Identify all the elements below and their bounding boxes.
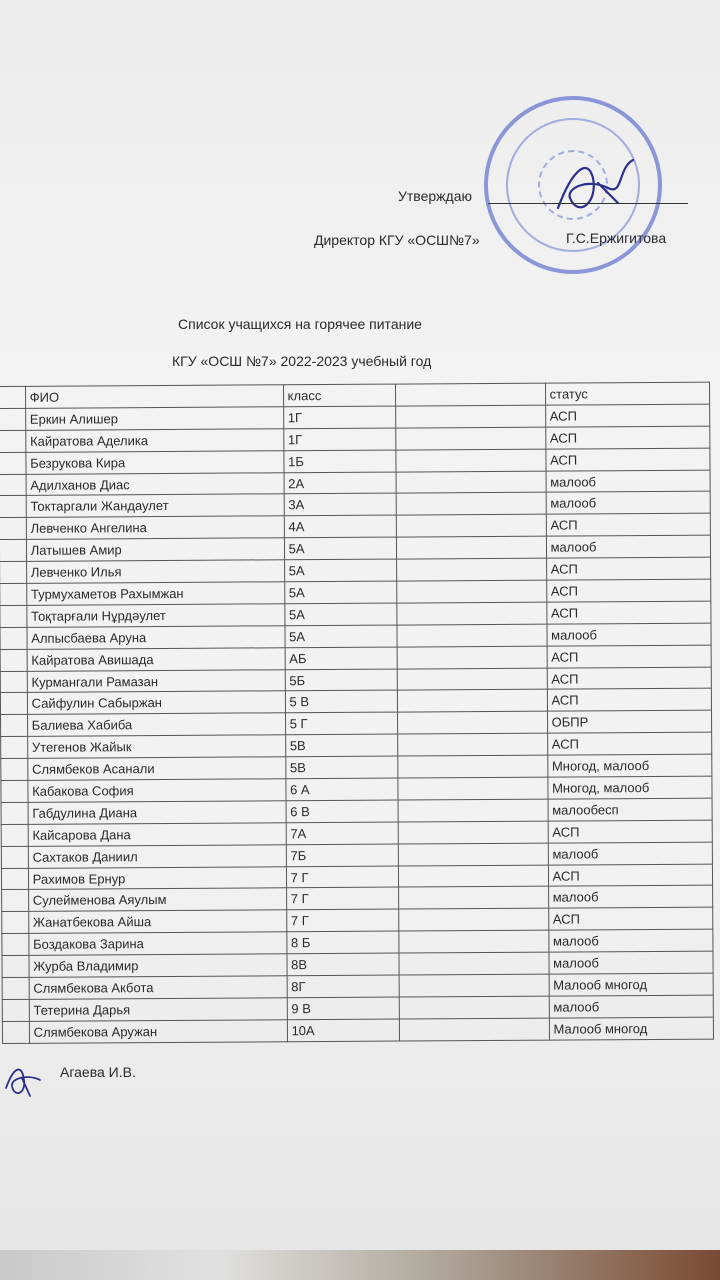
- cell-index: [1, 824, 28, 846]
- cell-status: Многод, малооб: [547, 754, 712, 777]
- cell-empty: [397, 733, 547, 756]
- cell-status: ОБПР: [547, 711, 712, 734]
- cell-class: 7Б: [286, 844, 398, 867]
- cell-class: 5А: [285, 625, 397, 648]
- cell-status: АСП: [546, 601, 711, 624]
- cell-class: 5А: [284, 537, 396, 560]
- cell-class: 3А: [284, 494, 396, 517]
- cell-empty: [397, 755, 547, 778]
- cell-status: малооб: [548, 929, 713, 952]
- cell-status: АСП: [546, 513, 711, 536]
- director-label: Директор КГУ «ОСШ№7»: [314, 232, 480, 248]
- director-name: Г.С.Ержигитова: [566, 230, 667, 246]
- cell-empty: [396, 558, 546, 581]
- cell-empty: [396, 471, 546, 494]
- cell-index: [1, 846, 28, 868]
- cell-status: Малооб многод: [549, 973, 714, 996]
- cell-name: Журба Владимир: [29, 954, 287, 977]
- cell-name: Рахимов Ернур: [28, 866, 286, 889]
- cell-index: [0, 649, 27, 671]
- cell-name: Курмангали Рамазан: [27, 669, 285, 692]
- cell-name: Еркин Алишер: [25, 407, 283, 430]
- cell-empty: [395, 449, 545, 472]
- cell-name: Тоқтарғали Нұрдәулет: [27, 604, 285, 627]
- cell-status: малооб: [546, 470, 711, 493]
- cell-index: [0, 583, 27, 605]
- header-cell-empty: [395, 383, 545, 406]
- cell-index: [1, 758, 28, 780]
- cell-index: [0, 430, 26, 452]
- director-signature: [548, 148, 648, 228]
- cell-name: Слямбекова Акбота: [29, 976, 287, 999]
- cell-name: Слямбекова Аружан: [29, 1020, 287, 1043]
- cell-index: [0, 693, 27, 715]
- cell-class: 5Б: [285, 669, 397, 692]
- cell-class: 6 В: [286, 800, 398, 823]
- footer-signature: [0, 1058, 56, 1102]
- cell-class: 5А: [284, 581, 396, 604]
- cell-index: [1, 868, 28, 890]
- cell-index: [2, 1021, 29, 1043]
- cell-index: [0, 627, 27, 649]
- cell-status: АСП: [548, 908, 713, 931]
- cell-name: Кайсарова Дана: [28, 823, 286, 846]
- cell-name: Кабакова София: [28, 779, 286, 802]
- cell-index: [0, 496, 26, 518]
- header-cell-status: статус: [545, 382, 710, 405]
- cell-index: [2, 955, 29, 977]
- cell-class: 4А: [284, 515, 396, 538]
- cell-class: 6 А: [285, 778, 397, 801]
- cell-empty: [399, 952, 549, 975]
- cell-name: Балиева Хабиба: [27, 713, 285, 736]
- approve-label: Утверждаю: [398, 188, 472, 204]
- header-cell-class: класс: [283, 384, 395, 407]
- cell-index: [0, 452, 26, 474]
- cell-name: Жанатбекова Айша: [28, 910, 286, 933]
- cell-status: АСП: [545, 448, 710, 471]
- cell-index: [0, 408, 25, 430]
- cell-class: 9 В: [287, 997, 399, 1020]
- cell-empty: [397, 668, 547, 691]
- cell-empty: [398, 930, 548, 953]
- cell-class: 5 В: [285, 691, 397, 714]
- cell-class: 1Г: [283, 406, 395, 429]
- cell-name: Слямбеков Асанали: [27, 757, 285, 780]
- cell-empty: [398, 799, 548, 822]
- cell-index: [1, 715, 28, 737]
- cell-name: Адилханов Диас: [26, 472, 284, 495]
- cell-index: [0, 518, 26, 540]
- cell-empty: [398, 909, 548, 932]
- cell-index: [2, 912, 29, 934]
- cell-class: 10А: [287, 1019, 399, 1042]
- cell-class: 2А: [284, 472, 396, 495]
- cell-status: АСП: [547, 667, 712, 690]
- cell-class: 8В: [287, 953, 399, 976]
- signature-line: [488, 203, 688, 204]
- cell-class: 8Г: [287, 975, 399, 998]
- students-table: [0, 382, 714, 1044]
- table-row: [2, 1017, 713, 1043]
- cell-name: Турмухаметов Рахымжан: [26, 582, 284, 605]
- cell-name: Сулейменова Аяулым: [28, 888, 286, 911]
- cell-index: [0, 671, 27, 693]
- cell-status: малооб: [548, 842, 713, 865]
- header-cell-name: ФИО: [25, 385, 283, 408]
- cell-empty: [399, 1018, 549, 1041]
- cell-index: [0, 474, 26, 496]
- cell-empty: [397, 646, 547, 669]
- cell-status: малооб: [548, 886, 713, 909]
- cell-name: Утегенов Жайык: [27, 735, 285, 758]
- cell-status: АСП: [546, 579, 711, 602]
- cell-empty: [399, 996, 549, 1019]
- cell-empty: [399, 974, 549, 997]
- cell-status: малооб: [549, 951, 714, 974]
- cell-status: АСП: [548, 820, 713, 843]
- cell-empty: [396, 602, 546, 625]
- cell-name: Латышев Амир: [26, 538, 284, 561]
- cell-empty: [398, 821, 548, 844]
- cell-name: Алпысбаева Аруна: [27, 626, 285, 649]
- cell-empty: [398, 865, 548, 888]
- cell-class: 5В: [285, 734, 397, 757]
- cell-empty: [397, 777, 547, 800]
- cell-name: Кайратова Аделика: [25, 429, 283, 452]
- cell-status: малооб: [546, 535, 711, 558]
- cell-index: [2, 934, 29, 956]
- cell-index: [1, 802, 28, 824]
- cell-name: Боздакова Зарина: [29, 932, 287, 955]
- cell-status: АСП: [545, 404, 710, 427]
- cell-name: Сахтаков Даниил: [28, 844, 286, 867]
- cell-empty: [396, 493, 546, 516]
- document-title: Список учащихся на горячее питание: [178, 316, 422, 332]
- cell-empty: [397, 712, 547, 735]
- cell-status: АСП: [547, 732, 712, 755]
- cell-status: АСП: [546, 557, 711, 580]
- cell-index: [0, 561, 26, 583]
- cell-empty: [397, 624, 547, 647]
- cell-empty: [396, 536, 546, 559]
- cell-class: 1Г: [283, 428, 395, 451]
- cell-class: 5В: [285, 756, 397, 779]
- cell-class: 7А: [286, 822, 398, 845]
- desk-surface: [0, 1250, 720, 1280]
- cell-class: 5 Г: [285, 712, 397, 735]
- cell-name: Токтаргали Жандаулет: [26, 494, 284, 517]
- cell-class: 1Б: [283, 450, 395, 473]
- footer-name: Агаева И.В.: [60, 1064, 136, 1080]
- cell-index: [1, 737, 28, 759]
- cell-index: [2, 999, 29, 1021]
- cell-class: 5А: [284, 603, 396, 626]
- cell-class: 8 Б: [286, 931, 398, 954]
- cell-name: Безрукова Кира: [26, 450, 284, 473]
- cell-class: 5А: [284, 559, 396, 582]
- cell-status: Малооб многод: [549, 1017, 714, 1040]
- document-subtitle: КГУ «ОСШ №7» 2022-2023 учебный год: [172, 353, 432, 369]
- cell-name: Левченко Ангелина: [26, 516, 284, 539]
- cell-status: малооб: [546, 492, 711, 515]
- cell-name: Левченко Илья: [26, 560, 284, 583]
- cell-status: малооб: [547, 623, 712, 646]
- header-cell-index: [0, 386, 25, 408]
- cell-empty: [395, 427, 545, 450]
- cell-class: 7 Г: [286, 866, 398, 889]
- cell-class: 7 Г: [286, 888, 398, 911]
- cell-status: АСП: [547, 645, 712, 668]
- cell-class: АБ: [285, 647, 397, 670]
- cell-class: 7 Г: [286, 909, 398, 932]
- cell-status: малообесп: [548, 798, 713, 821]
- cell-index: [2, 977, 29, 999]
- cell-status: Многод, малооб: [547, 776, 712, 799]
- cell-name: Сайфулин Сабыржан: [27, 691, 285, 714]
- cell-empty: [398, 843, 548, 866]
- cell-index: [0, 605, 27, 627]
- cell-status: малооб: [549, 995, 714, 1018]
- cell-empty: [397, 690, 547, 713]
- cell-name: Габдулина Диана: [28, 801, 286, 824]
- cell-status: АСП: [545, 426, 710, 449]
- cell-status: АСП: [548, 864, 713, 887]
- cell-index: [1, 780, 28, 802]
- cell-status: АСП: [547, 689, 712, 712]
- cell-index: [2, 890, 29, 912]
- cell-empty: [396, 514, 546, 537]
- cell-empty: [396, 580, 546, 603]
- cell-empty: [395, 405, 545, 428]
- cell-name: Тетерина Дарья: [29, 998, 287, 1021]
- cell-index: [0, 540, 26, 562]
- cell-empty: [398, 887, 548, 910]
- cell-name: Кайратова Авишада: [27, 647, 285, 670]
